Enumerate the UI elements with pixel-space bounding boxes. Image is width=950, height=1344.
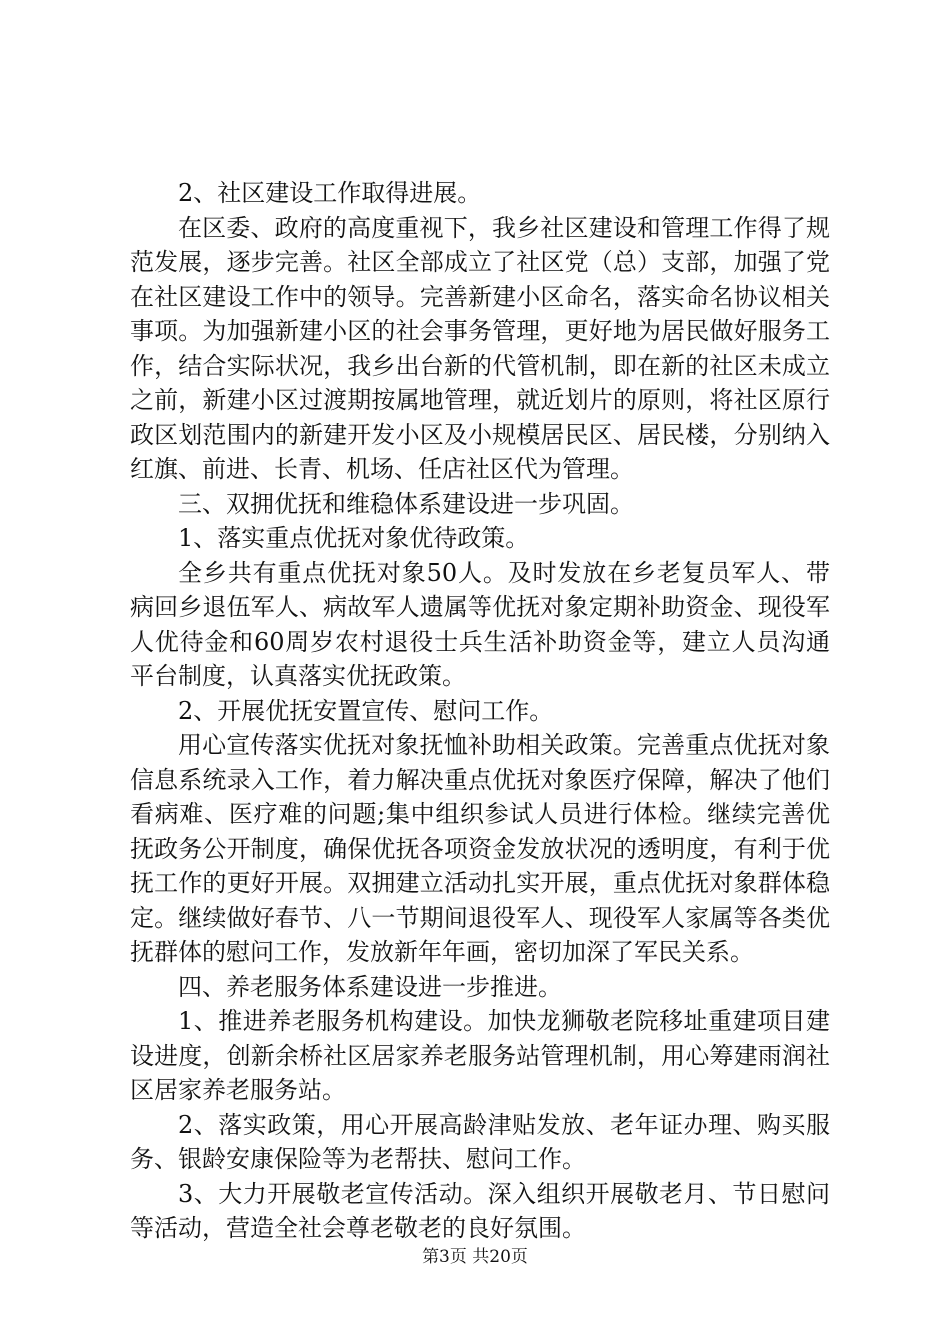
- paragraph-community-heading: 2、社区建设工作取得进展。: [178, 179, 482, 207]
- paragraph-preferential-body: 全乡共有重点优抚对象50人。及时发放在乡老复员军人、带病回乡退伍军人、病故军人遗属等优抚对象定期补助资金、现役军人优待金和60周岁农村退役士兵生活补助资金等，建立人员沟通平台制度，认真落实优抚政策。: [130, 558, 830, 690]
- paragraph-elderly-3: 3、大力开展敬老宣传活动。深入组织开展敬老月、节日慰问等活动，营造全社会尊老敬老的良好氛围。: [130, 1179, 830, 1242]
- page-number-footer: 第3页 共20页: [422, 1247, 528, 1267]
- paragraph-elderly-1: 1、推进养老服务机构建设。加快龙狮敬老院移址重建项目建设进度，创新余桥社区居家养老服务站管理机制，用心筹建雨润社区居家养老服务站。: [130, 1007, 830, 1104]
- paragraph-preferential-heading: 1、落实重点优抚对象优待政策。: [178, 524, 530, 552]
- section-heading-4: 四、养老服务体系建设进一步推进。: [178, 972, 562, 1001]
- document-body: [130, 176, 830, 1246]
- paragraph-condolence-body: 用心宣传落实优抚对象抚恤补助相关政策。完善重点优抚对象信息系统录入工作，着力解决重点优抚对象医疗保障，解决了他们看病难、医疗难的问题;集中组织参试人员进行体检。继续完善优抚政务公开制度，确保优抚各项资金发放状况的透明度，有利于优抚工作的更好开展。双拥建立活动扎实开展，重点优抚对象群体稳定。继续做好春节、八一节期间退役军人、现役军人家属等各类优抚群体的慰问工作，发放新年年画，密切加深了军民关系。: [130, 731, 830, 966]
- paragraph-condolence-heading: 2、开展优抚安置宣传、慰问工作。: [178, 696, 554, 725]
- paragraph-elderly-2: 2、落实政策，用心开展高龄津贴发放、老年证办理、购买服务、银龄安康保险等为老帮扶、慰问工作。: [130, 1110, 830, 1173]
- paragraph-community-body: 在区委、政府的高度重视下，我乡社区建设和管理工作得了规范发展，逐步完善。社区全部成立了社区党（总）支部，加强了党在社区建设工作中的领导。完善新建小区命名，落实命名协议相关事项。为加强新建小区的社会事务管理，更好地为居民做好服务工作，结合实际状况，我乡出台新的代管机制，即在新的社区未成立之前，新建小区过渡期按属地管理，就近划片的原则，将社区原行政区划范围内的新建开发小区及小规模居民区、居民楼，分别纳入红旗、前进、长青、机场、任店社区代为管理。: [130, 213, 830, 483]
- section-heading-3: 三、双拥优抚和维稳体系建设进一步巩固。: [178, 489, 634, 518]
